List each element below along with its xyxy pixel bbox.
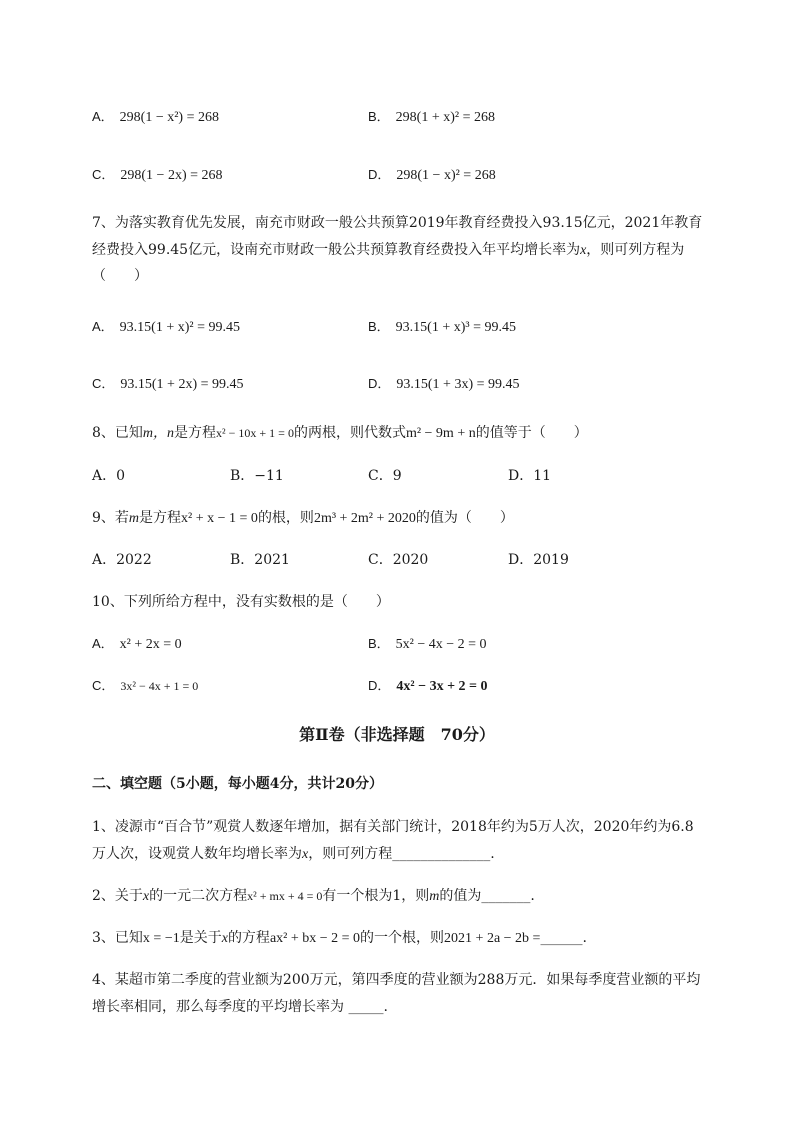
q10-option-d <box>368 676 488 697</box>
option-math: x² + 2x = 0 <box>119 637 182 652</box>
q6-option-d <box>368 165 496 186</box>
option-label: D． <box>368 678 391 693</box>
q9-text: 9、若 <box>92 510 129 526</box>
f3-blank: ______. <box>540 930 587 946</box>
q8-option-c: C．9 <box>368 468 402 484</box>
option-math: 298(1 − x)² = 268 <box>396 168 496 183</box>
f3-text: 的方程 <box>227 930 270 946</box>
q9-equation: x² + x − 1 = 0 <box>181 511 258 526</box>
q10-option-a <box>92 634 182 655</box>
option-math: 93.15(1 + x)² = 99.45 <box>119 320 240 335</box>
q10-stem: 10、下列所给方程中，没有实数根的是（ ） <box>92 594 390 610</box>
q7-option-d <box>368 374 520 395</box>
q7-line1: 7、为落实教育优先发展，南充市财政一般公共预算2019年教育经费投入93.15亿元，2021年教育 <box>92 215 703 231</box>
q10-option-b <box>368 634 487 655</box>
option-math: 298(1 − x²) = 268 <box>119 110 219 125</box>
q9-text: 是方程 <box>139 510 182 526</box>
q7-line2 <box>92 240 684 261</box>
q10-option-c <box>92 676 198 696</box>
q8-expression: m² − 9m + n <box>405 426 476 441</box>
q9-expression: 2m³ + 2m² + 2020 <box>313 511 416 526</box>
q9-option-d: D．2019 <box>508 552 569 568</box>
q9-option-a: A．2022 <box>92 552 152 568</box>
f1-var: x <box>302 847 309 862</box>
f1-line2 <box>92 844 495 865</box>
section2-title: 二、填空题（5小题，每小题4分，共计20分） <box>92 776 383 792</box>
q8-equation: x² − 10x + 1 = 0 <box>216 426 294 440</box>
option-label: B． <box>368 636 390 651</box>
option-label: D． <box>368 167 391 182</box>
q7-option-a <box>92 317 240 338</box>
f4-line2: 增长率相同，那么每季度的平均增长率为 _____. <box>92 999 388 1015</box>
f2-text: 2、关于 <box>92 888 143 904</box>
q7-var: x <box>580 243 587 258</box>
q8-text: 是方程 <box>174 425 217 441</box>
option-label: B． <box>368 109 390 124</box>
part2-title: 第Ⅱ卷（非选择题 70分） <box>299 725 495 744</box>
q6-option-a <box>92 107 219 128</box>
q8-option-d: D．11 <box>508 468 552 484</box>
option-label: A． <box>92 319 114 334</box>
option-math: 93.15(1 + 2x) = 99.45 <box>120 377 244 392</box>
f3-var: x <box>221 931 228 946</box>
option-label: A． <box>92 109 114 124</box>
q7-option-c <box>92 374 244 395</box>
f2-text: 的一元二次方程 <box>149 888 248 904</box>
f3-condition: x = −1 <box>142 931 180 946</box>
q9-option-b: B．2021 <box>230 552 290 568</box>
q6-option-c <box>92 165 223 186</box>
q6-option-b <box>368 107 495 128</box>
q7-option-b <box>368 317 516 338</box>
q8-vars: m，n <box>142 426 175 441</box>
f2-text: 的值为_______. <box>439 888 535 904</box>
f1-text: ，则可列方程______________. <box>308 846 495 862</box>
q9-text: 的值为（ ） <box>415 510 514 526</box>
option-math: 298(1 + x)² = 268 <box>395 110 495 125</box>
option-math: 3x² − 4x + 1 = 0 <box>120 679 199 693</box>
f3-text: 是关于 <box>179 930 222 946</box>
f3-expression: 2021 + 2a − 2b = <box>444 931 541 946</box>
q7-paren: （ ） <box>92 268 148 284</box>
f3-text: 的一个根，则 <box>360 930 445 946</box>
option-math: 93.15(1 + x)³ = 99.45 <box>395 320 516 335</box>
f1-line1: 1、凌源市“百合节”观赏人数逐年增加，据有关部门统计，2018年约为5万人次，2020年约为6.8 <box>92 819 694 835</box>
option-math: 298(1 − 2x) = 268 <box>120 168 223 183</box>
f2-text: 有一个根为1，则 <box>322 888 430 904</box>
option-math: 4x² − 3x + 2 = 0 <box>396 679 488 694</box>
q8-text: 的两根，则代数式 <box>293 425 406 441</box>
option-math: 93.15(1 + 3x) = 99.45 <box>396 377 520 392</box>
f2-line <box>92 886 535 907</box>
option-label: D． <box>368 376 391 391</box>
q8-stem <box>92 423 588 444</box>
f2-var: m <box>429 889 440 904</box>
f3-line <box>92 928 587 949</box>
option-label: C． <box>92 678 115 693</box>
q7-line2-end: ，则可列方程为 <box>586 242 685 258</box>
option-math: 5x² − 4x − 2 = 0 <box>395 637 487 652</box>
q9-option-c: C．2020 <box>368 552 429 568</box>
option-label: A． <box>92 636 114 651</box>
q9-stem <box>92 508 514 529</box>
option-label: B． <box>368 319 390 334</box>
q7-line2-text: 经费投入99.45亿元，设南充市财政一般公共预算教育经费投入年平均增长率为 <box>92 242 581 258</box>
f1-text: 万人次，设观赏人数年均增长率为 <box>92 846 302 862</box>
q9-var: m <box>128 511 140 526</box>
f3-text: 3、已知 <box>92 930 143 946</box>
q8-text: 8、已知 <box>92 425 143 441</box>
f3-equation: ax² + bx − 2 = 0 <box>269 931 361 946</box>
option-label: C． <box>92 376 115 391</box>
q8-option-a: A．0 <box>92 468 126 484</box>
q8-option-b: B．−11 <box>230 468 284 484</box>
q8-text: 的值等于（ ） <box>475 425 588 441</box>
q9-text: 的根，则 <box>257 510 314 526</box>
f2-var: x <box>142 889 150 904</box>
f2-equation: x² + mx + 4 = 0 <box>247 889 323 903</box>
option-label: C． <box>92 167 115 182</box>
f4-line1: 4、某超市第二季度的营业额为200万元，第四季度的营业额为288万元．如果每季度营业额的平均 <box>92 972 701 988</box>
